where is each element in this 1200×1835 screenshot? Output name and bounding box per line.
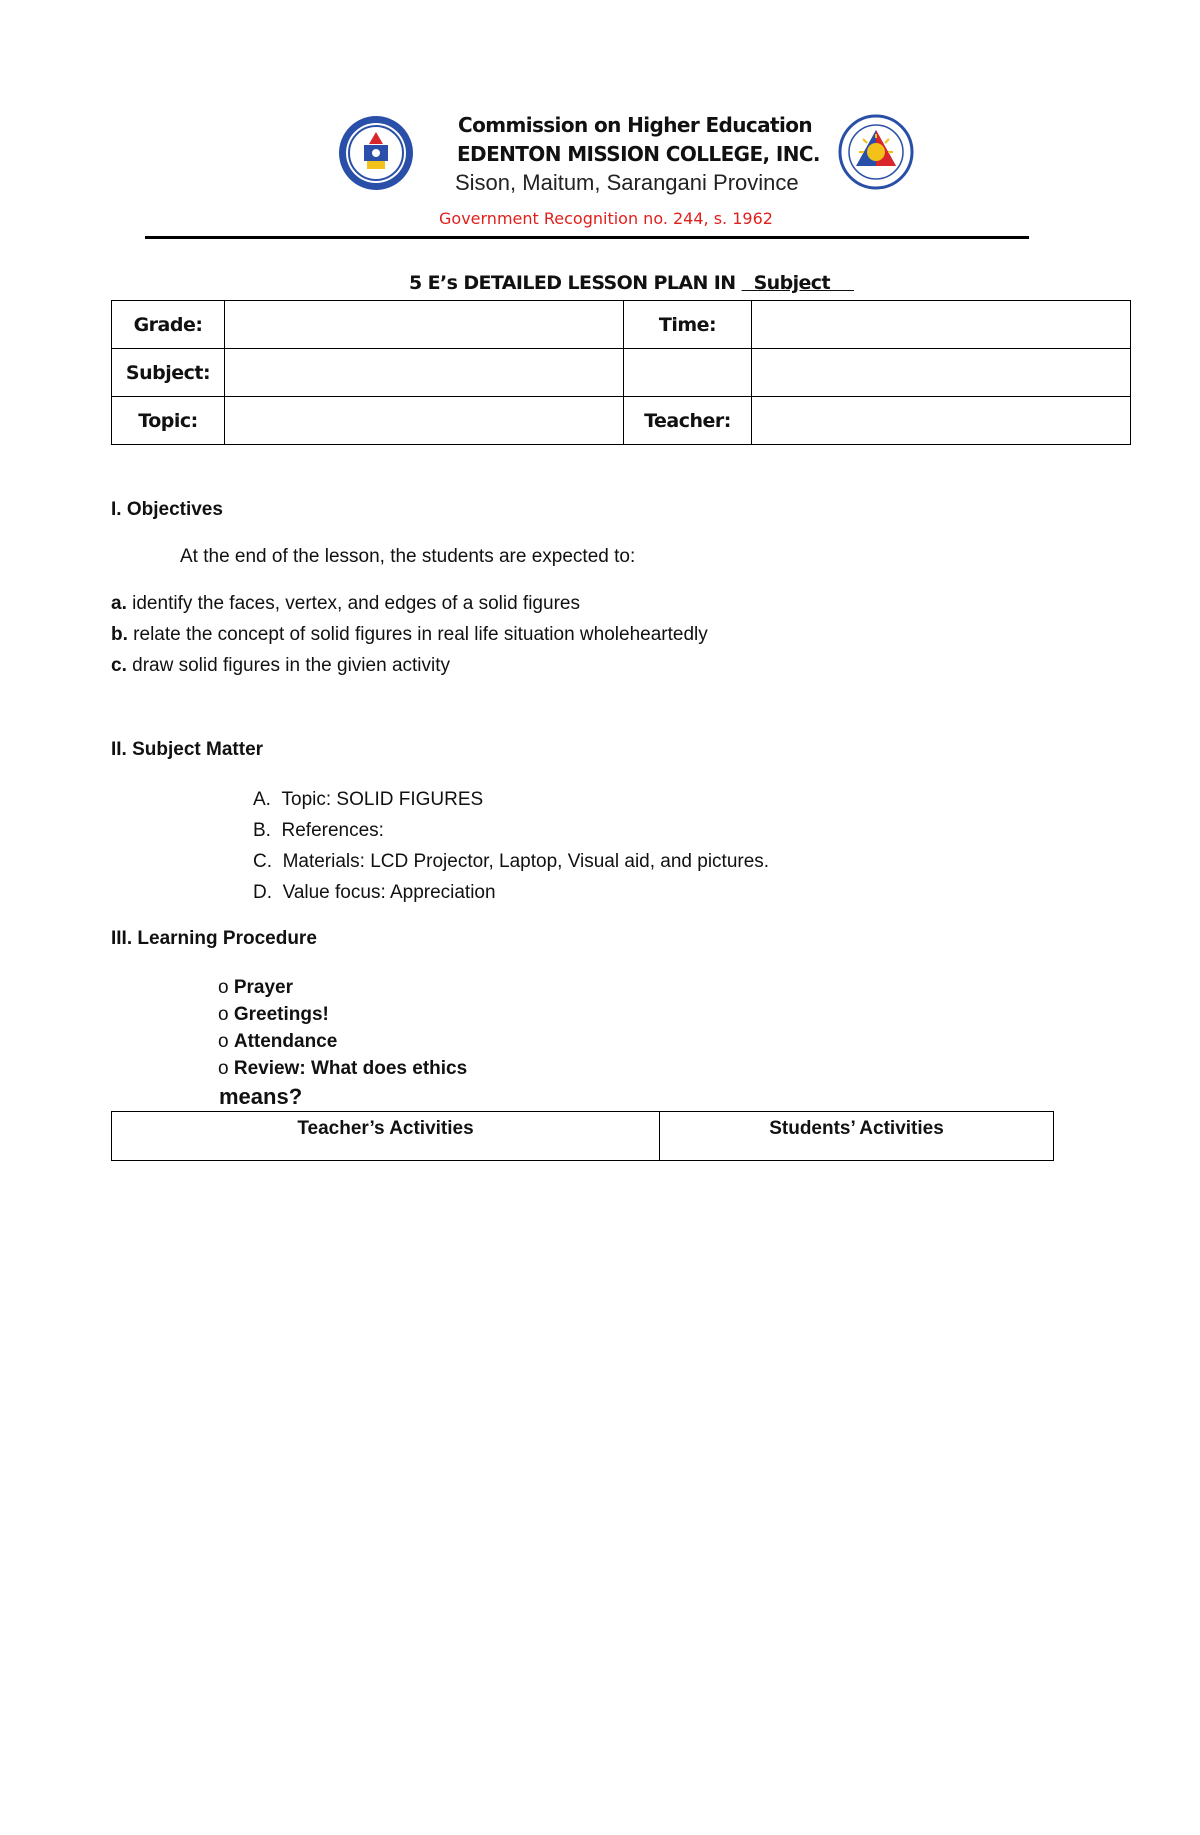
subject-value: [225, 349, 624, 397]
subject-matter-item: A. Topic: SOLID FIGURES: [253, 789, 484, 810]
header-divider: [145, 236, 1029, 239]
grade-label: Grade:: [112, 301, 225, 349]
grade-value: [225, 301, 624, 349]
topic-label: Topic:: [112, 397, 225, 445]
objectives-intro: At the end of the lesson, the students are expected to:: [180, 546, 636, 567]
plan-title: [409, 272, 854, 294]
time-label: Time:: [624, 301, 752, 349]
procedure-item: o Review: What does ethics: [218, 1058, 468, 1079]
header-line-1: Commission on Higher Education: [458, 113, 813, 137]
objectives-heading: I. Objectives: [111, 499, 223, 520]
objective-item: c. draw solid figures in the givien activity: [111, 655, 451, 676]
subject-matter-item: D. Value focus: Appreciation: [253, 882, 496, 903]
topic-value: [225, 397, 624, 445]
college-seal-logo: [337, 114, 415, 192]
header-line-3: Sison, Maitum, Sarangani Province: [455, 170, 799, 195]
lesson-info-table: [111, 300, 1131, 445]
objective-item: b. relate the concept of solid figures in real life situation wholeheartedly: [111, 624, 708, 645]
subject-label: Subject:: [112, 349, 225, 397]
teacher-activities-header: Teacher’s Activities: [112, 1112, 660, 1161]
plan-title-prefix: 5 E’s DETAILED LESSON PLAN IN: [409, 272, 736, 294]
header-line-2: EDENTON MISSION COLLEGE, INC.: [457, 142, 820, 166]
students-activities-header: Students’ Activities: [660, 1112, 1054, 1161]
procedure-continuation: means?: [219, 1084, 303, 1109]
procedure-item: o Attendance: [218, 1031, 338, 1052]
teacher-value: [752, 397, 1131, 445]
procedure-item: o Greetings!: [218, 1004, 329, 1025]
plan-title-subject: Subject: [753, 272, 830, 294]
empty-cell: [752, 349, 1131, 397]
subject-matter-heading: II. Subject Matter: [111, 739, 264, 760]
empty-cell: [624, 349, 752, 397]
ched-seal-logo: [838, 114, 914, 190]
subject-matter-item: C. Materials: LCD Projector, Laptop, Visual aid, and pictures.: [253, 851, 770, 872]
objective-item: a. identify the faces, vertex, and edges of a solid figures: [111, 593, 580, 614]
procedure-heading: III. Learning Procedure: [111, 928, 317, 949]
procedure-item: o Prayer: [218, 977, 294, 998]
activities-table: [111, 1111, 1054, 1161]
teacher-label: Teacher:: [624, 397, 752, 445]
government-recognition: Government Recognition no. 244, s. 1962: [439, 209, 773, 228]
subject-matter-item: B. References:: [253, 820, 384, 841]
time-value: [752, 301, 1131, 349]
